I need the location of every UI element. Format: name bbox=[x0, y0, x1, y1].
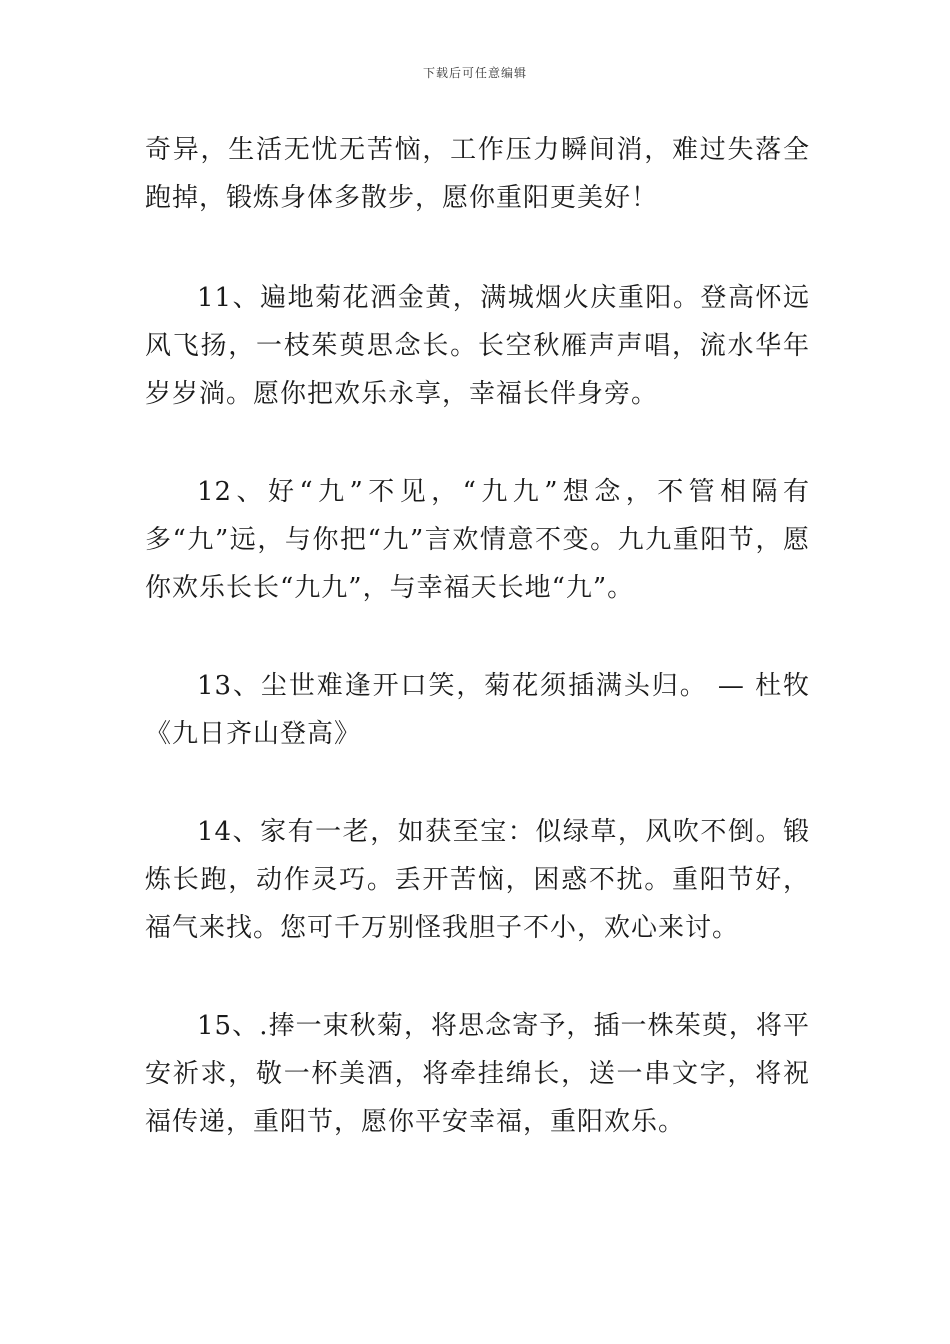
paragraph-12: 12、好“九”不见，“九九”想念，不管相隔有多“九”远，与你把“九”言欢情意不变。九九重阳节，愿你欢乐长长“九九”，与幸福天长地“九”。 bbox=[145, 477, 810, 603]
paragraph-continuation: 奇异，生活无忧无苦恼，工作压力瞬间消，难过失落全跑掉，锻炼身体多散步，愿你重阳更美好！ bbox=[145, 135, 810, 213]
paragraph-13: 13、尘世难逢开口笑，菊花须插满头归。 — 杜牧《九日齐山登高》 bbox=[145, 671, 810, 749]
document-body bbox=[145, 126, 810, 1196]
paragraph-15: 15、.捧一束秋菊，将思念寄予，插一株茱萸，将平安祈求，敬一杯美酒，将牵挂绵长，送一串文字，将祝福传递，重阳节，愿你平安幸福，重阳欢乐。 bbox=[145, 1011, 810, 1137]
paragraph-11: 11、遍地菊花洒金黄，满城烟火庆重阳。登高怀远风飞扬，一枝茱萸思念长。长空秋雁声声唱，流水华年岁岁淌。愿你把欢乐永享，幸福长伴身旁。 bbox=[145, 283, 810, 409]
paragraph-14: 14、家有一老，如获至宝：似绿草，风吹不倒。锻炼长跑，动作灵巧。丢开苦恼，困惑不扰。重阳节好，福气来找。您可千万别怪我胆子不小，欢心来讨。 bbox=[145, 817, 810, 943]
page-header: 下载后可任意编辑 bbox=[422, 66, 527, 80]
